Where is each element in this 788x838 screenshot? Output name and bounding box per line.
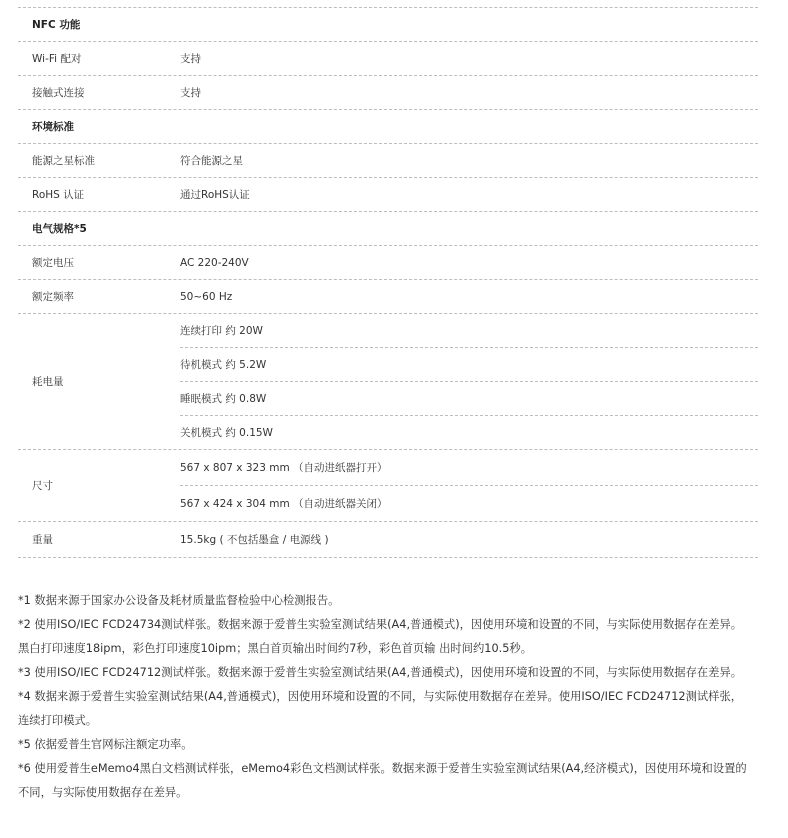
footnote: *1 数据来源于国家办公设备及耗材质量监督检验中心检测报告。 — [18, 594, 340, 607]
spec-label: 重量 — [32, 534, 53, 546]
spec-label: 尺寸 — [32, 480, 53, 492]
spec-label: 耗电量 — [32, 376, 64, 388]
spec-value-cell — [180, 178, 758, 211]
section-header-environment — [18, 110, 758, 144]
spec-value: 支持 — [180, 87, 201, 99]
section-header-nfc — [18, 8, 758, 42]
footnotes — [18, 589, 748, 805]
spec-row-dimensions — [18, 450, 758, 522]
spec-value-cell — [180, 144, 758, 177]
footnote: *4 数据来源于爱普生实验室测试结果(A4,普通模式)，因使用环境和设置的不同，与实际使用数据存在差异。使用ISO/IEC FCD24712测试样张，连续打印模式。 — [18, 690, 743, 727]
footnote: *2 使用ISO/IEC FCD24734测试样张。数据来源于爱普生实验室测试结果(A4,普通模式)，因使用环境和设置的不同，与实际使用数据存在差异。黑白打印速度18ipm，彩色打印速度10ipm；黑白首页输出时间约7秒，彩色首页输 出时间约10.5秒。 — [18, 618, 743, 655]
spec-label: 额定频率 — [32, 291, 74, 303]
spec-row-weight — [18, 522, 758, 558]
spec-value: 连续打印 约 20W — [180, 314, 758, 348]
spec-value: 待机模式 约 5.2W — [180, 348, 758, 382]
spec-label: 接触式连接 — [32, 87, 85, 99]
spec-row-frequency — [18, 280, 758, 314]
spec-value: 50~60 Hz — [180, 290, 233, 303]
spec-row-power-consumption — [18, 314, 758, 450]
footnote: *6 使用爱普生eMemo4黑白文档测试样张，eMemo4彩色文档测试样张。数据来源于爱普生实验室测试结果(A4,经济模式)，因使用环境和设置的不同，与实际使用数据存在差异。 — [18, 762, 747, 799]
spec-row-wifi-pairing — [18, 42, 758, 76]
spec-value-cell — [180, 450, 758, 521]
spec-value: 符合能源之星 — [180, 155, 243, 167]
spec-label: RoHS 认证 — [32, 189, 85, 201]
spec-label: 额定电压 — [32, 257, 74, 269]
spec-value: AC 220-240V — [180, 256, 249, 269]
footnote: *5 依据爱普生官网标注额定功率。 — [18, 738, 193, 751]
spec-value: 通过RoHS认证 — [180, 189, 250, 201]
footnote: *3 使用ISO/IEC FCD24712测试样张。数据来源于爱普生实验室测试结果(A4,普通模式)，因使用环境和设置的不同，与实际使用数据存在差异。 — [18, 666, 743, 679]
spec-label: Wi-Fi 配对 — [32, 53, 82, 65]
spec-value: 567 x 807 x 323 mm （自动进纸器打开） — [180, 450, 758, 486]
section-title: 电气规格*5 — [32, 223, 87, 235]
spec-value: 支持 — [180, 53, 201, 65]
spec-value: 睡眠模式 约 0.8W — [180, 382, 758, 416]
spec-row-rohs — [18, 178, 758, 212]
spec-value-cell — [180, 42, 758, 75]
spec-value-cell — [180, 76, 758, 109]
spec-value-cell — [180, 246, 758, 279]
spec-row-energy-star — [18, 144, 758, 178]
spec-table — [18, 7, 758, 558]
spec-value: 关机模式 约 0.15W — [180, 427, 273, 439]
spec-value: 15.5kg ( 不包括墨盒 / 电源线 ) — [180, 534, 329, 546]
spec-value-cell — [180, 280, 758, 313]
spec-row-voltage — [18, 246, 758, 280]
spec-value: 567 x 424 x 304 mm （自动进纸器关闭） — [180, 498, 388, 510]
spec-value-cell — [180, 314, 758, 449]
section-header-electrical — [18, 212, 758, 246]
spec-row-touch-connect — [18, 76, 758, 110]
spec-value-cell — [180, 522, 758, 557]
section-title: NFC 功能 — [32, 19, 81, 31]
section-title: 环境标准 — [32, 121, 74, 133]
spec-label: 能源之星标准 — [32, 155, 95, 167]
